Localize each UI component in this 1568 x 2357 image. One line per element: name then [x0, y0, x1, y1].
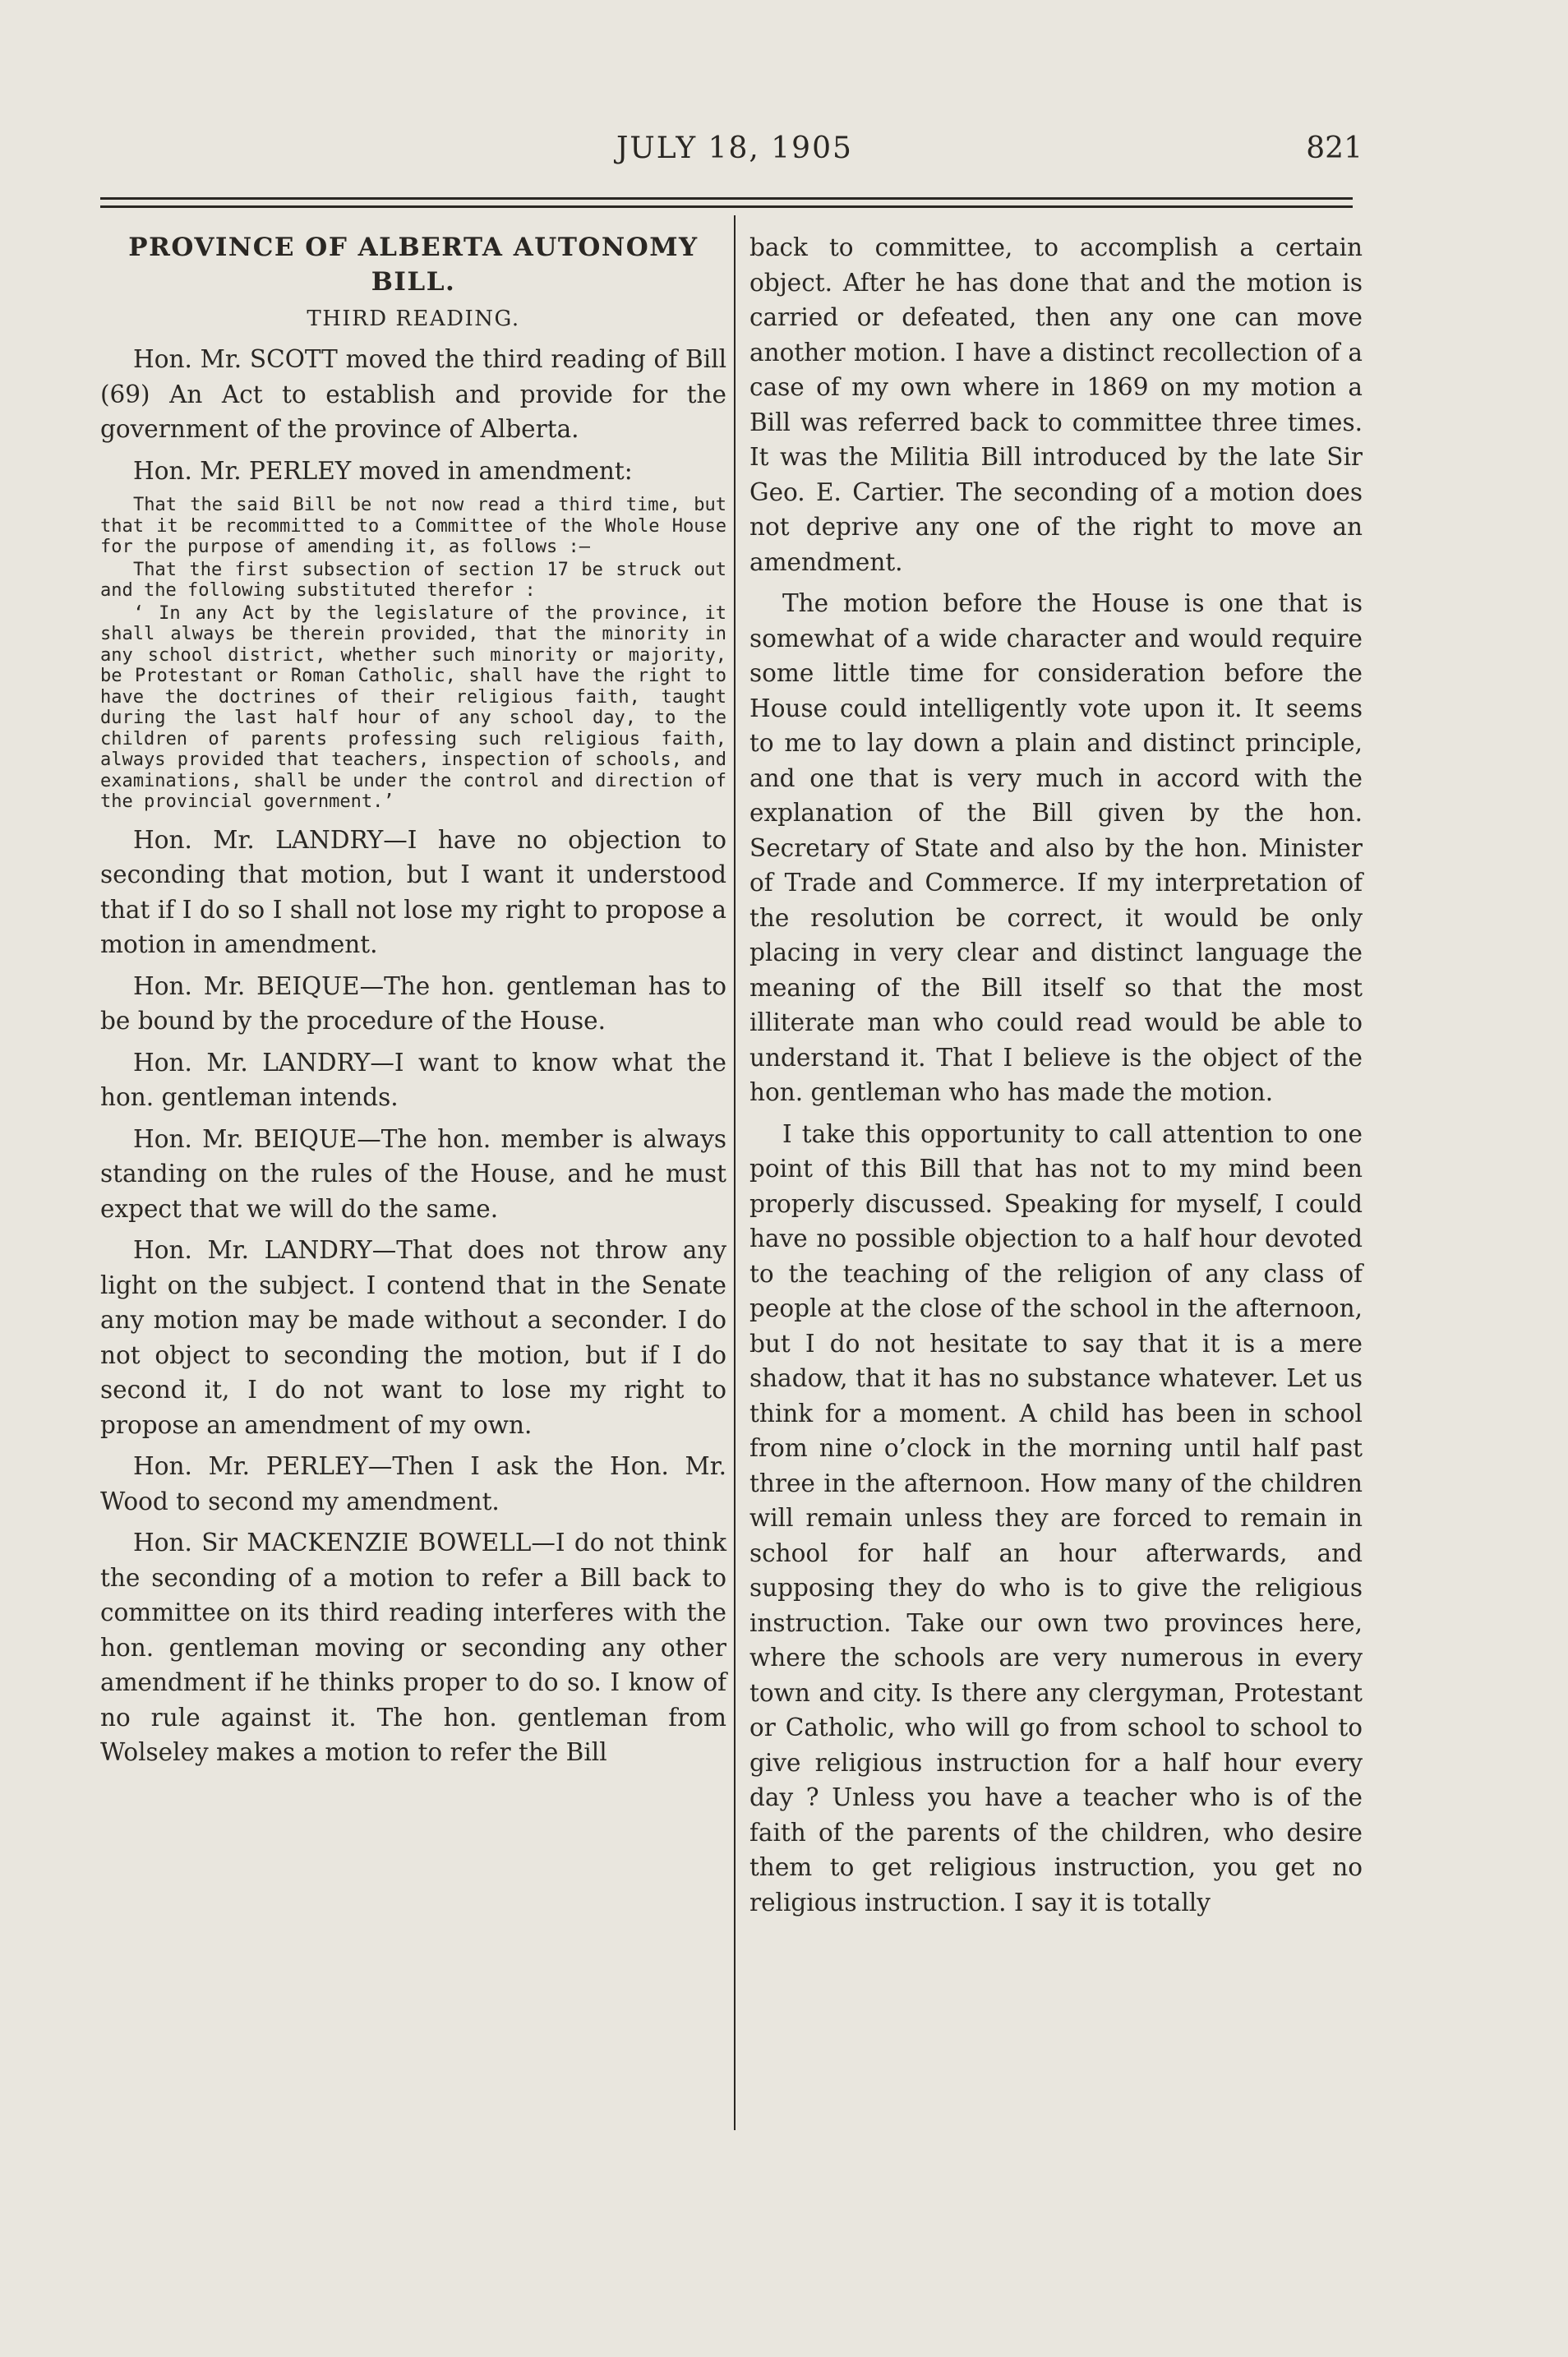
right-column — [749, 230, 1363, 1920]
paragraph: Hon. Mr. PERLEY moved in amendment: — [133, 456, 633, 485]
article-subtitle: THIRD READING. — [307, 307, 520, 331]
paragraph: Hon. Mr. LANDRY—That does not throw any light on the subject. I contend that in the Senate any motion may be made without a seconder. I do not object to seconding the motion, but if I do second it, I do not want to lose my right to propose an amendment of my own. — [100, 1236, 726, 1439]
column-divider — [734, 215, 736, 2130]
header-rule-double — [100, 205, 1353, 208]
paragraph: back to committee, to accomplish a certain object. After he has done that and the motion is carried or defeated, then any one can move another motion. I have a distinct recollection of a case of my own where in 1869 on my motion a Bill was referred back to committee three times. It was the Militia Bill introduced by the late Sir Geo. E. Cartier. The seconding of a motion does not deprive any one of the right to move an amendment. — [749, 233, 1363, 576]
amendment-paragraph: ‘ In any Act by the legislature of the province, it shall always be therein provided, that the minority in any school district, whether such minority or majority, be Protestant or Roman Catholic, shall have the right to have the doctrines of their religious faith, taught during the last half hour of any school day, to the children of parents professing such religious faith, always provided that teachers, inspection of schools, and examinations, shall be under the control and direction of the provincial government.’ — [100, 602, 726, 812]
paragraph: Hon. Mr. PERLEY—Then I ask the Hon. Mr. Wood to second my amendment. — [100, 1452, 726, 1515]
paragraph: Hon. Mr. BEIQUE—The hon. gentleman has to be bound by the procedure of the House. — [100, 971, 726, 1035]
amendment-paragraph: That the said Bill be not now read a third time, but that it be recommitted to a Committee of the Whole House for the purpose of amending it, as follows :— — [100, 495, 726, 557]
paragraph: Hon. Mr. LANDRY—I have no objection to seconding that motion, but I want it understood that if I do so I shall not lose my right to propose a motion in amendment. — [100, 825, 726, 958]
paragraph: I take this opportunity to call attention to one point of this Bill that has not to my mind been properly discussed. Speaking for myself, I could have no possible objection to a half hour devoted to the teaching of the religion of any class of people at the close of the school in the afternoon, but I do not hesitate to say that it is a mere shadow, that it has no substance whatever. Let us think for a moment. A child has been in school from nine o’clock in the morning until half past three in the afternoon. How many of the children will remain unless they are forced to remain in school for half an hour afterwards, and supposing they do who is to give the religious instruction. Take our own two provinces here, where the schools are very numerous in every town and city. Is there any clergyman, Protestant or Catholic, who will go from school to school to give religious instruction for a half hour every day ? Unless you have a teacher who is of the faith of the parents of the children, who desire them to get religious instruction, you get no religious instruction. I say it is totally — [749, 1119, 1363, 1917]
amendment-paragraph: That the first subsection of section 17 be struck out and the following substituted therefor : — [100, 559, 726, 601]
left-column — [100, 230, 726, 1770]
article-title: PROVINCE OF ALBERTA AUTONOMY BILL. — [128, 233, 699, 297]
paragraph: Hon. Mr. SCOTT moved the third reading of Bill (69) An Act to establish and provide for the government of the province of Alberta. — [100, 345, 726, 443]
paragraph: Hon. Mr. BEIQUE—The hon. member is always standing on the rules of the House, and he must expect that we will do the same. — [100, 1124, 726, 1223]
paragraph: The motion before the House is one that is somewhat of a wide character and would require some little time for consideration before the House could intelligently vote upon it. It seems to me to lay down a plain and distinct principle, and one that is very much in accord with the explanation of the Bill given by the hon. Secretary of State and also by the hon. Minister of Trade and Commerce. If my interpretation of the resolution be correct, it would be only placing in very clear and distinct language the meaning of the Bill itself so that the most illiterate man who could read would be able to understand it. That I believe is the object of the hon. gentleman who has made the motion. — [749, 589, 1363, 1106]
paragraph: Hon. Mr. LANDRY—I want to know what the hon. gentleman intends. — [100, 1048, 726, 1111]
header-rule — [100, 197, 1353, 200]
page-number: 821 — [1306, 131, 1363, 165]
paragraph: Hon. Sir MACKENZIE BOWELL—I do not think the seconding of a motion to refer a Bill back to committee on its third reading interferes with the hon. gentleman moving or seconding any other amendment if he thinks proper to do so. I know of no rule against it. The hon. gentleman from Wolseley makes a motion to refer the Bill — [100, 1529, 726, 1766]
page-header — [0, 131, 1568, 181]
amendment-text — [100, 495, 726, 813]
header-date: JULY 18, 1905 — [616, 131, 853, 165]
